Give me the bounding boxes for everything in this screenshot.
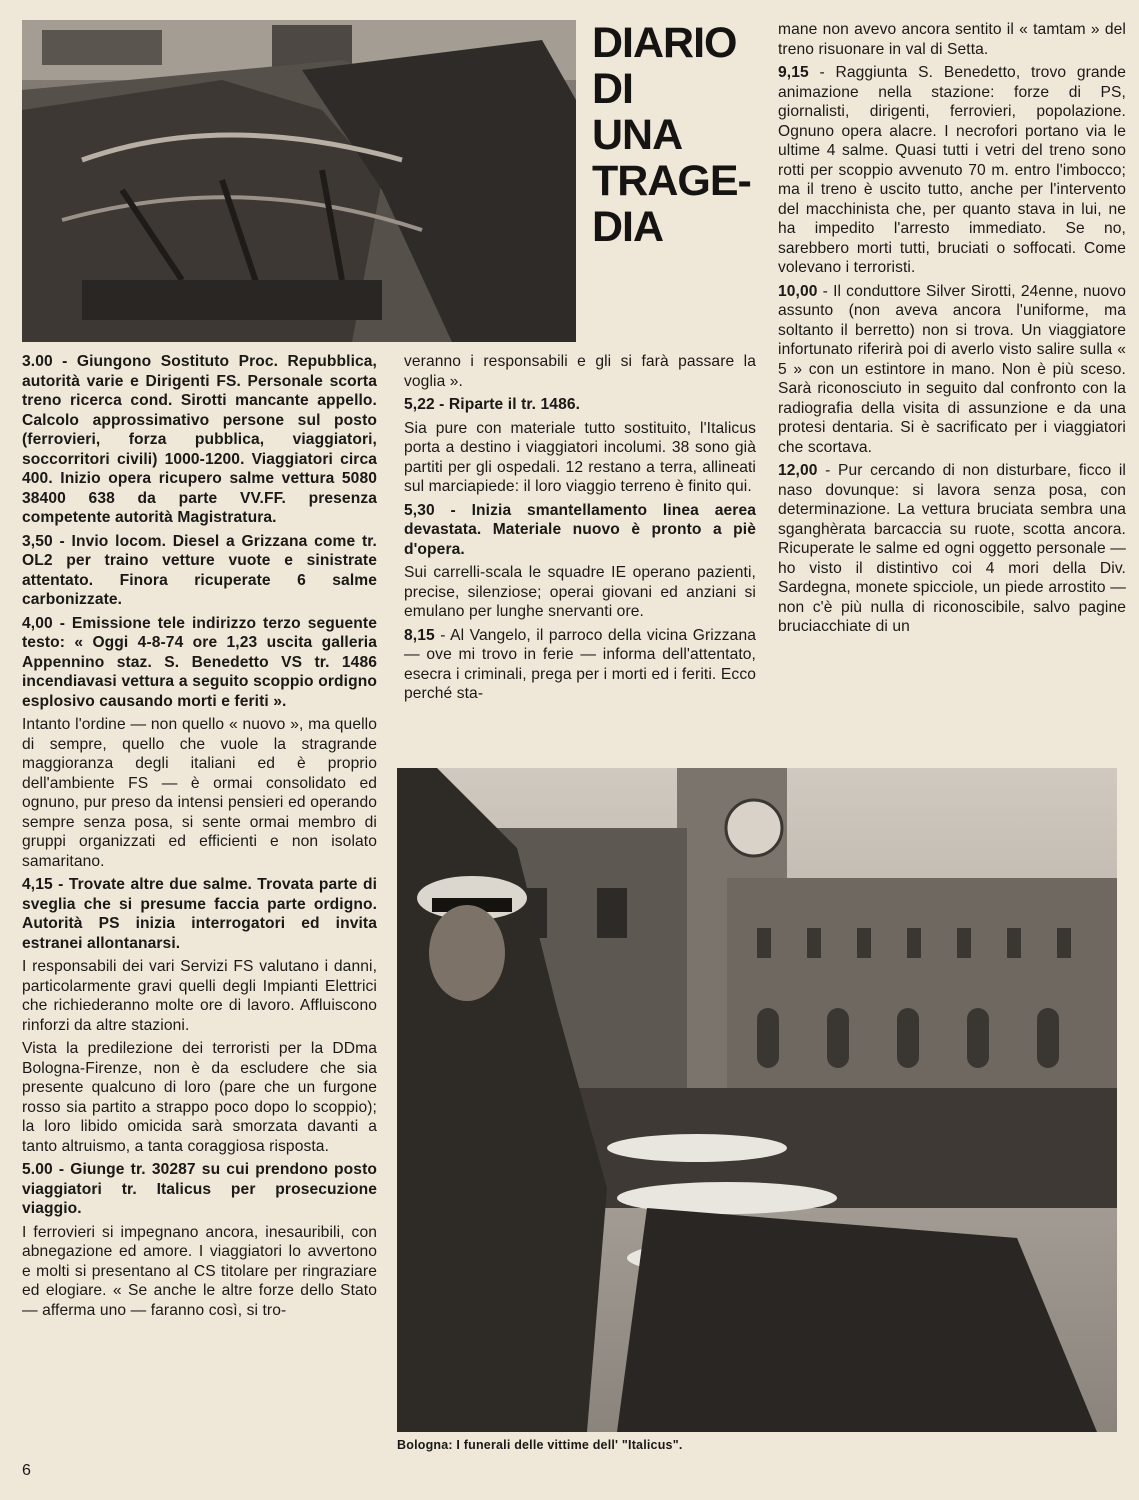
paragraph: Sui carrelli-scala le squadre IE operano pazienti, precise, silenziose; operai giovani ed anziani si emulano per lunghe snervanti ore. [404, 564, 756, 620]
paragraph: 5,22 - Riparte il tr. 1486. [404, 396, 581, 413]
article-column-3 [778, 20, 1126, 641]
paragraph [778, 282, 1126, 458]
timestamp: 8,15 [404, 626, 435, 644]
paragraph: 4,00 - Emissione tele indirizzo terzo seguente testo: « Oggi 4-8-74 ore 1,23 uscita galleria Appennino staz. S. Benedetto VS tr. 1486 incendiavasi vettura a seguito scoppio ordigno esplosivo causando morti e feriti ». [22, 614, 377, 710]
paragraph [778, 63, 1126, 278]
paragraph-text: - Pur cercando di non disturbare, ficco il naso dovunque: si lavora senza posa, con determinazione. La vettura bruciata sembra una sganghèrata barcaccia su ruote, scotta ancora. Ricuperate le salme ed ogni oggetto personale — ho visto il distintivo coi 4 mori della Div. Sardegna, monete spicciole, un piede arrostito — non c'è più nulla di riconoscibile, salvo pagine bruciacchiate di un [778, 462, 1126, 635]
title-line-5: DIA [592, 203, 664, 251]
timestamp: 9,15 [778, 64, 809, 81]
paragraph [404, 626, 756, 704]
paragraph [778, 461, 1126, 637]
paragraph: Intanto l'ordine — non quello « nuovo », ma quello di sempre, quello che vuole la stragrande maggioranza degli italiani ed è proprio dell'ambiente FS — è ormai consolidato ed ognuno, pur preso da intensi pensieri ed operando sempre senza posa, si sente ormai membro di gruppi organizzati ed efficienti e non isolato samaritano. [22, 716, 377, 870]
paragraph: I ferrovieri si impegnano ancora, inesauribili, con abnegazione ed amore. I viaggiatori lo avvertono e molti si presentano al CS titolare per ringraziare ed elogiare. « Se anche le altre forze dello Stato — afferma uno — faranno così, si tro- [22, 1223, 377, 1319]
page-number: 6 [22, 1462, 31, 1479]
funeral-square-photo [397, 768, 1117, 1432]
paragraph: Vista la predilezione dei terroristi per la DDma Bologna-Firenze, non è da escludere che sia presente qualcuno di loro (pare che un furgone rosso sia partito a strappo poco dopo lo scoppio); la loro libido omicida sarà smorzata davanti a tanto altruismo, a tanta coraggiosa risposta. [22, 1040, 377, 1155]
paragraph-text: - Al Vangelo, il parroco della vicina Grizzana — ove mi trovo in ferie — informa dell'attentato, esecra i criminali, prega per i morti ed i feriti. Ecco perché sta- [404, 626, 756, 702]
photo-caption: Bologna: I funerali delle vittime dell' "Italicus". [397, 1438, 683, 1452]
title-line-3: UNA [592, 111, 683, 159]
article-column-2 [404, 352, 756, 708]
paragraph-text: - Raggiunta S. Benedetto, trovo grande animazione nella stazione: forze di PS, giornalisti, dirigenti, ferrovieri, popolazione. Ognuno opera alacre. I necrofori portano via le ultime 4 salme. Quasi tutti i vetri del treno sono rotti per scoppio avvenuto 70 m. entro l'imbocco; ma il treno è uscito tutto, anche per l'intervento del macchinista che, per quanto stava in lui, ne ha impedito l'arresto immediato. Se no, sarebbero morti tutti, bruciati o soffocati. Come volevano i terroristi. [778, 64, 1126, 276]
title-line-4: TRAGE- [592, 157, 751, 205]
funeral-square-image [397, 768, 1117, 1432]
burned-train-car-image [22, 20, 576, 342]
paragraph: 3.00 - Giungono Sostituto Proc. Repubblica, autorità varie e Dirigenti FS. Personale scorta treno ricerca cond. Sirotti mancante appello. Calcolo approssimativo persone sul posto (ferrovieri, forza pubblica, viaggiatori, soccorritori civili) 1000-1200. Viaggiatori circa 400. Inizio opera ricupero salme vettura 5080 38400 638 da parte VV.FF. presenza competente autorità Magistratura. [22, 353, 377, 526]
paragraph: veranno i responsabili e gli si farà passare la voglia ». [404, 353, 756, 390]
paragraph-text: - Il conduttore Silver Sirotti, 24enne, nuovo assunto (non aveva ancora l'uniforme, ma soltanto il berretto) non si trova. Un viaggiatore infortunato riferirà poi di averlo visto salire sulla « 5 » con un estintore in mano. Non è più sceso. Sarà riconosciuto in seguito dal confronto con la radiografia della visita di assunzione e da una protesi dentaria. Si è sacrificato per i viaggiatori che scortava. [778, 282, 1126, 456]
paragraph: 3,50 - Invio locom. Diesel a Grizzana come tr. OL2 per traino vetture vuote e sinistrate attentato. Finora ricuperate 6 salme carbonizzate. [22, 532, 377, 608]
timestamp: 10,00 [778, 282, 818, 300]
paragraph: 4,15 - Trovate altre due salme. Trovata parte di sveglia che si presume faccia parte ordigno. Autorità PS inizia interrogatori ed invita estranei allontanarsi. [22, 876, 377, 952]
title-line-2: DI [592, 65, 633, 113]
paragraph: mane non avevo ancora sentito il « tamtam » del treno risuonare in val di Setta. [778, 21, 1126, 58]
burned-train-car-photo [22, 20, 576, 342]
title-line-1: DIARIO [592, 19, 737, 67]
article-title [592, 20, 767, 250]
paragraph: I responsabili dei vari Servizi FS valutano i danni, particolarmente gravi quelli degli Impianti Elettrici che richiederanno molte ore di lavoro. Affluiscono rinforzi da altre stazioni. [22, 958, 377, 1034]
timestamp: 12,00 [778, 462, 818, 479]
article-column-1 [22, 352, 377, 1324]
paragraph: 5.00 - Giunge tr. 30287 su cui prendono posto viaggiatori tr. Italicus per prosecuzione viaggio. [22, 1161, 377, 1217]
paragraph: Sia pure con materiale tutto sostituito, l'Italicus porta a destino i viaggiatori incolumi. 38 sono già partiti per gli ospedali. 12 restano a terra, allineati sul marciapiede: il loro viaggio terreno è finito qui. [404, 419, 756, 495]
paragraph: 5,30 - Inizia smantellamento linea aerea devastata. Materiale nuovo è pronto a piè d'opera. [404, 501, 756, 558]
